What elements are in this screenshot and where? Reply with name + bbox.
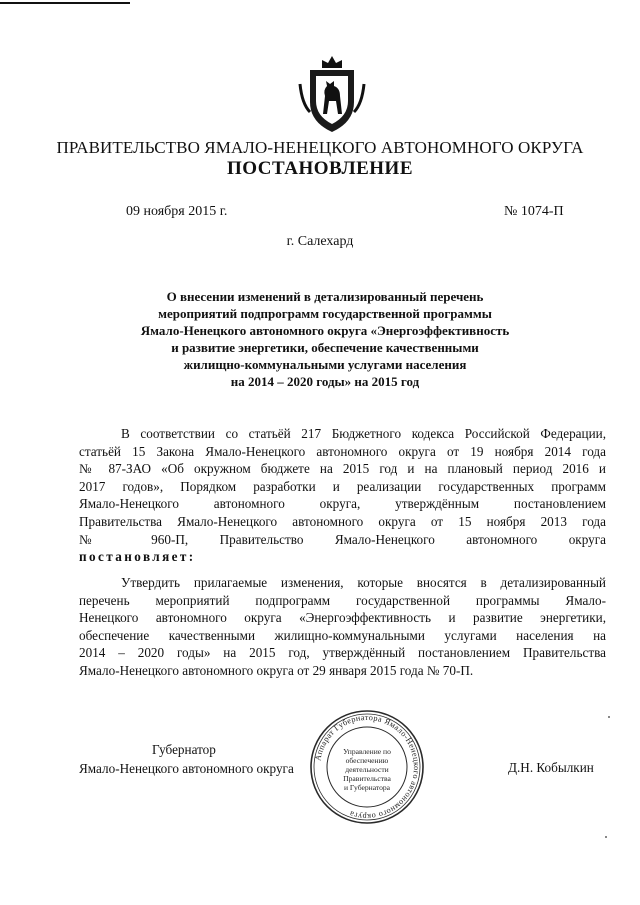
resolves-word: постановляет: xyxy=(79,549,196,565)
coat-of-arms-emblem xyxy=(296,54,368,134)
text-line: 2017 годов», Порядком разработки и реализации государственных программ xyxy=(79,478,606,494)
organization-name: ПРАВИТЕЛЬСТВО ЯМАЛО-НЕНЕЦКОГО АВТОНОМНОГО ОКРУГА xyxy=(56,138,584,157)
title-line: на 2014 – 2020 годы» на 2015 год xyxy=(230,374,420,389)
svg-text:деятельности: деятельности xyxy=(345,765,389,774)
resolution-paragraph xyxy=(79,574,606,680)
signatory-name: Д.Н. Кобылкин xyxy=(508,760,594,775)
city: г. Салехард xyxy=(286,234,354,249)
scan-speck xyxy=(608,716,610,718)
text-line: Ненецкого автономного округа «Энергоэффективность и развитие энергетики, xyxy=(79,610,606,626)
text-line: Правительства Ямало-Ненецкого автономного округа от 15 ноября 2013 года xyxy=(79,513,606,529)
title-line: О внесении изменений в детализированный перечень xyxy=(166,289,484,304)
svg-text:Правительства: Правительства xyxy=(343,774,391,783)
text-line: В соответствии со статьёй 217 Бюджетного кодекса Российской Федерации, xyxy=(121,426,606,441)
text-line: Ямало-Ненецкого автономного округа, утверждённым постановлением xyxy=(79,496,606,512)
svg-text:Управление по: Управление по xyxy=(343,747,391,756)
title-line: мероприятий подпрограмм государственной программы xyxy=(158,306,492,321)
svg-text:и Губернатора: и Губернатора xyxy=(343,783,391,792)
signatory-organization: Ямало-Ненецкого автономного округа xyxy=(79,761,294,776)
text-line: № 87-ЗАО «Об окружном бюджете на 2015 год и на плановый период 2016 и xyxy=(79,461,606,477)
official-seal-stamp xyxy=(308,708,426,826)
title-line: Ямало-Ненецкого автономного округа «Энергоэффективность xyxy=(140,323,510,338)
preamble-paragraph xyxy=(79,425,606,566)
text-line: обеспечение качественными жилищно-коммунальными услугами населения на xyxy=(79,627,606,643)
text-line: № 960-П, Правительство Ямало-Ненецкого автономного округа xyxy=(79,531,606,547)
document-title xyxy=(110,288,540,390)
title-line: жилищно-коммунальными услугами населения xyxy=(183,357,467,372)
scan-speck xyxy=(605,836,607,838)
top-rule xyxy=(0,2,130,4)
document-number: № 1074-П xyxy=(504,204,564,219)
text-line: перечень мероприятий подпрограмм государственной программы Ямало- xyxy=(79,592,606,608)
signatory-title: Губернатор xyxy=(152,742,216,757)
svg-text:обеспечению: обеспечению xyxy=(345,756,389,765)
text-line: Ямало-Ненецкого автономного округа от 29 января 2015 года № 70-П. xyxy=(79,662,474,678)
document-date: 09 ноября 2015 г. xyxy=(126,204,228,219)
document-type: ПОСТАНОВЛЕНИЕ xyxy=(226,158,414,179)
svg-text:Аппарат Губернатора Ямало-Нене: Аппарат Губернатора Ямало-Ненецкого автономного округа xyxy=(313,712,422,822)
text-line: Утвердить прилагаемые изменения, которые вносятся в детализированный xyxy=(121,575,606,590)
title-line: и развитие энергетики, обеспечение качественными xyxy=(171,340,479,355)
text-line: статьёй 15 Закона Ямало-Ненецкого автономного округа от 19 ноября 2014 года xyxy=(79,443,606,459)
text-line: 2014 – 2020 годы» на 2015 год, утверждённый постановлением Правительства xyxy=(79,645,606,661)
